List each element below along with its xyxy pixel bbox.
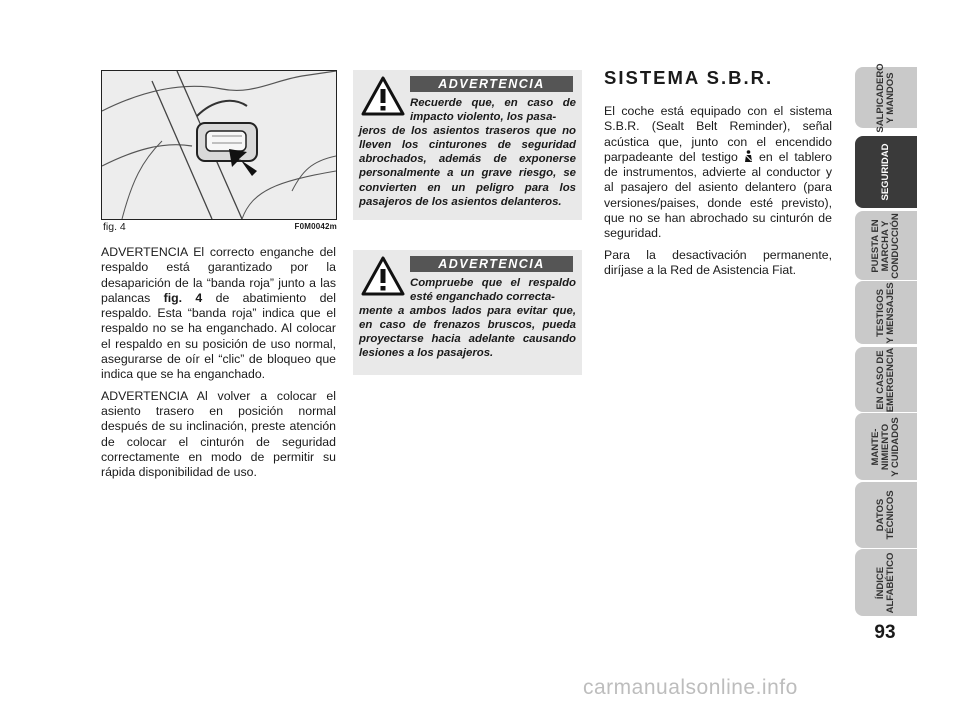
tab-puesta-en-marcha[interactable] xyxy=(855,211,917,280)
figure-code: F0M0042m xyxy=(294,222,337,231)
paragraph-seatbelt-warning: ADVERTENCIA Al volver a colocar el asiento trasero en posición normal después de su inclinación, preste atención de colocar el cinturón de seguridad correctamente en modo de permitir su rápida disponibilidad de uso. xyxy=(101,388,336,480)
tab-salpicadero[interactable] xyxy=(855,62,917,133)
paragraph-backrest-warning xyxy=(101,245,336,383)
left-column-text xyxy=(101,245,336,486)
paragraph-sbr-description xyxy=(604,104,832,242)
tab-label: TESTIGOS Y MENSAJES xyxy=(875,281,896,344)
warning-text-indented: Compruebe que el respaldo esté enganchado correcta- xyxy=(410,277,576,304)
tab-emergencia[interactable] xyxy=(855,347,917,412)
warning-title: ADVERTENCIA xyxy=(410,256,573,272)
warning-box-rear-passengers xyxy=(353,70,582,220)
paragraph-text: ADVERTENCIA El correcto enganche del respaldo está garantizado por la desaparición de la “banda roja” junto a las palancas xyxy=(101,245,336,305)
paragraph-text: El coche está equipado con el sistema S.B.R. (Sealt Belt Reminder), señal acústica que, junto con el encendido parpadeante del testigo xyxy=(604,104,832,164)
tab-label: SALPICADERO Y MANDOS xyxy=(875,62,896,133)
warning-title: ADVERTENCIA xyxy=(410,76,573,92)
warning-text xyxy=(359,276,576,361)
tab-mantenimiento[interactable] xyxy=(855,413,917,480)
tab-testigos[interactable] xyxy=(855,281,917,344)
paragraph-text: en el tablero de instrumentos, advierte al conductor y al pasajero del asiento delantero (para versiones/paises, donde esté previsto), que no se han abrochado su cinturón de seguridad. xyxy=(604,149,832,241)
tab-label: DATOS TÉCNICOS xyxy=(875,490,896,540)
tab-label: MANTE- NIMIENTO Y CUIDADOS xyxy=(870,416,901,477)
tab-label: SEGURIDAD xyxy=(880,143,891,201)
paragraph-sbr-deactivation: Para la desactivación permanente, diríjase a la Red de Asistencia Fiat. xyxy=(604,247,832,277)
tab-datos-tecnicos[interactable] xyxy=(855,482,917,548)
figure-reference: fig. 4 xyxy=(163,290,203,305)
tab-seguridad[interactable] xyxy=(855,136,917,208)
paragraph-text: de abatimiento del respaldo. Esta “banda roja” indica que el respaldo no se ha enganchado. Al colocar el respaldo en su posición de uso normal, asegurarse de oír el “clic” de bloqueo que indica que se ha enganchado. xyxy=(101,290,337,382)
tab-label: PUESTA EN MARCHA Y CONDUCCIÓN xyxy=(870,212,901,279)
tab-label: ÍNDICE ALFABÉTICO xyxy=(875,552,896,613)
figure-label: fig. 4 xyxy=(103,221,126,233)
tab-label: EN CASO DE EMERGENCIA xyxy=(875,347,896,412)
right-column-text xyxy=(604,104,832,284)
seat-lever-illustration xyxy=(102,71,336,219)
figure-seat-lever xyxy=(101,70,337,220)
section-title: SISTEMA S.B.R. xyxy=(604,67,774,88)
tab-indice-alfabetico[interactable] xyxy=(855,549,917,616)
warning-text-indented: Recuerde que, en caso de impacto violento, los pasa- xyxy=(410,97,576,124)
watermark: carmanualsonline.info xyxy=(583,676,798,699)
warning-box-backrest-engaged xyxy=(353,250,582,375)
warning-text-body: mente a ambos lados para evitar que, en caso de frenazos bruscos, pueda proyectarse hacia adelante causando lesiones a los pasajeros. xyxy=(359,305,576,360)
warning-text-body: jeros de los asientos traseros que no lleven los cinturones de seguridad abrochados, además de exponerse personalmente a un grave riesgo, se convierten en un peligro para los pasajeros de los asientos delanteros. xyxy=(359,125,576,208)
page-number: 93 xyxy=(874,622,896,643)
warning-text xyxy=(359,96,576,209)
seat-belt-icon xyxy=(744,150,753,162)
